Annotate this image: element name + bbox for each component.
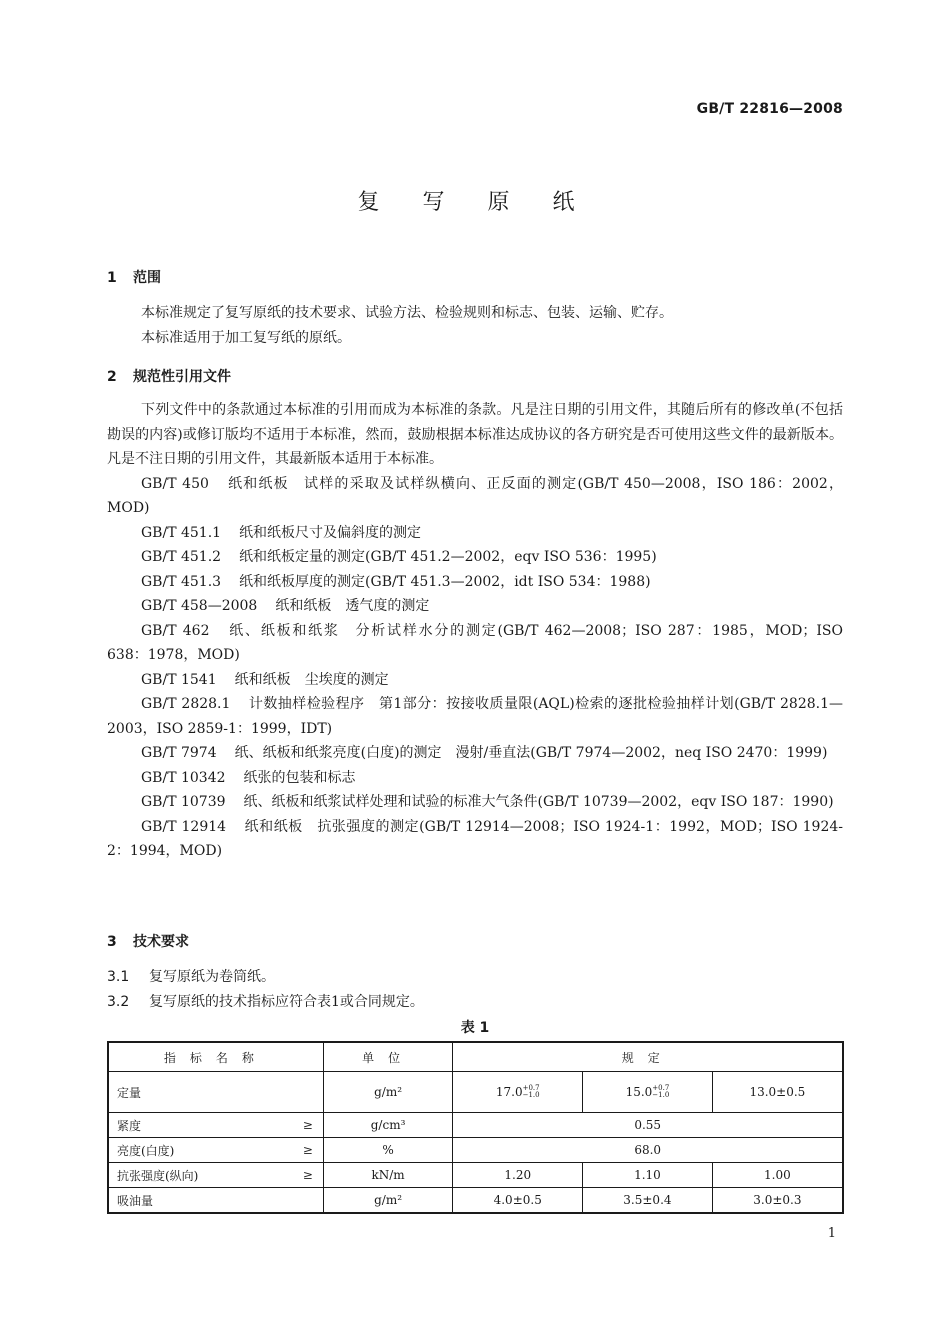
reference-list	[107, 472, 843, 864]
unit-cell: %	[323, 1138, 453, 1163]
reference-item	[107, 545, 843, 570]
reference-item	[107, 668, 843, 693]
ref-text: 纸张的包装和标志	[243, 769, 356, 786]
section-2-body	[107, 398, 843, 864]
ref-text: 纸和纸板 试样的采取及试样纵横向、正反面的测定(GB/T 450—2008，ISO 186：2002，MOD)	[107, 475, 843, 516]
ref-code: GB/T 451.3	[141, 573, 222, 590]
table-row	[108, 1113, 843, 1138]
ref-code: GB/T 1541	[141, 671, 217, 688]
table-row	[108, 1163, 843, 1188]
unit-cell: g/m²	[323, 1072, 453, 1113]
value-cell: 0.55	[453, 1113, 843, 1138]
geq-symbol: ≥	[302, 1143, 313, 1157]
ref-text: 纸和纸板尺寸及偏斜度的测定	[239, 524, 422, 541]
clause-text: 复写原纸为卷筒纸。	[149, 969, 275, 985]
value-cell: 15.0+0.7 −1.0	[583, 1072, 713, 1113]
reference-item	[107, 570, 843, 595]
section-title: 技术要求	[133, 934, 189, 950]
value-cell: 17.0+0.7 −1.0	[453, 1072, 583, 1113]
ref-text: 纸和纸板 透气度的测定	[275, 598, 430, 614]
ref-code: GB/T 12914	[141, 818, 227, 835]
value-cell: 1.20	[453, 1163, 583, 1188]
ref-code: GB/T 451.1	[141, 524, 222, 541]
ref-text: 纸、纸板和纸浆亮度(白度)的测定 漫射/垂直法(GB/T 7974—2002，neq ISO 2470：1999)	[234, 745, 828, 761]
ref-text: 纸、纸板和纸浆 分析试样水分的测定(GB/T 462—2008；ISO 287：1985，MOD；ISO 638：1978，MOD)	[107, 622, 843, 663]
section-title: 规范性引用文件	[133, 369, 231, 385]
ref-code: GB/T 2828.1	[141, 696, 231, 712]
paragraph: 本标准规定了复写原纸的技术要求、试验方法、检验规则和标志、包装、运输、贮存。	[141, 305, 673, 321]
ref-code: GB/T 458—2008	[141, 598, 258, 614]
unit-cell: g/m²	[323, 1188, 453, 1214]
ref-text: 纸和纸板 尘埃度的测定	[234, 671, 389, 688]
ref-code: GB/T 10342	[141, 769, 226, 786]
table-row	[108, 1188, 843, 1214]
spec-table	[107, 1041, 844, 1214]
reference-item	[107, 741, 843, 766]
document-title: 复 写 原 纸	[357, 190, 593, 215]
value-cell: 3.0±0.3	[712, 1188, 843, 1214]
value-cell: 3.5±0.4	[583, 1188, 713, 1214]
ref-code: GB/T 462	[141, 622, 210, 639]
table-caption: 表 1	[460, 1020, 490, 1036]
ref-code: GB/T 450	[141, 475, 209, 492]
reference-item	[107, 521, 843, 546]
value-cell: 13.0±0.5	[712, 1072, 843, 1113]
ref-code: GB/T 7974	[141, 745, 217, 761]
value-cell: 4.0±0.5	[453, 1188, 583, 1214]
header-name: 指标名称	[108, 1042, 323, 1072]
value-cell: 1.00	[712, 1163, 843, 1188]
ref-code: GB/T 451.2	[141, 549, 222, 565]
header-spec: 规定	[453, 1042, 843, 1072]
section-1-heading	[107, 267, 161, 287]
clause-3-1	[107, 966, 275, 986]
ref-code: GB/T 10739	[141, 794, 226, 810]
reference-item	[107, 619, 843, 668]
table-row	[108, 1138, 843, 1163]
section-3-heading	[107, 931, 189, 951]
value-cell: 68.0	[453, 1138, 843, 1163]
ref-text: 纸、纸板和纸浆试样处理和试验的标准大气条件(GB/T 10739—2002，eqv ISO 187：1990)	[243, 794, 834, 810]
clause-3-2	[107, 991, 424, 1011]
section-number: 2	[107, 369, 117, 385]
reference-item	[107, 692, 843, 741]
indicator-name: 亮度(白度) ≥	[108, 1138, 323, 1163]
value-cell: 1.10	[583, 1163, 713, 1188]
section-1-body	[107, 301, 843, 350]
ref-text: 纸和纸板定量的测定(GB/T 451.2—2002，eqv ISO 536：1995)	[239, 549, 657, 565]
reference-item	[107, 790, 843, 815]
table-row	[108, 1072, 843, 1113]
geq-symbol: ≥	[302, 1168, 313, 1182]
indicator-name: 定量	[108, 1072, 323, 1113]
unit-cell: g/cm³	[323, 1113, 453, 1138]
paragraph: 本标准适用于加工复写纸的原纸。	[141, 329, 351, 346]
reference-item	[107, 815, 843, 864]
geq-symbol: ≥	[302, 1118, 313, 1132]
reference-item	[107, 472, 843, 521]
ref-text: 纸和纸板厚度的测定(GB/T 451.3—2002，idt ISO 534：1988)	[239, 573, 651, 590]
section-2-heading	[107, 366, 231, 386]
clause-number: 3.2	[107, 994, 130, 1010]
table-header-row	[108, 1042, 843, 1072]
section-title: 范围	[133, 270, 161, 286]
section-number: 1	[107, 270, 117, 286]
page-number: 1	[827, 1226, 836, 1241]
indicator-name: 紧度 ≥	[108, 1113, 323, 1138]
ref-text: 计数抽样检验程序 第1部分：按接收质量限(AQL)检索的逐批检验抽样计划(GB/T 2828.1—2003，ISO 2859-1：1999，IDT)	[107, 696, 843, 737]
standard-code: GB/T 22816—2008	[696, 101, 843, 117]
header-unit: 单位	[323, 1042, 453, 1072]
section-number: 3	[107, 934, 117, 950]
unit-cell: kN/m	[323, 1163, 453, 1188]
reference-item	[107, 766, 843, 791]
indicator-name: 抗张强度(纵向) ≥	[108, 1163, 323, 1188]
indicator-name: 吸油量	[108, 1188, 323, 1214]
clause-number: 3.1	[107, 969, 130, 985]
paragraph: 下列文件中的条款通过本标准的引用而成为本标准的条款。凡是注日期的引用文件，其随后所有的修改单(不包括勘误的内容)或修订版均不适用于本标准，然而，鼓励根据本标准达成协议的各方研究是否可使用这些文件的最新版本。凡是不注日期的引用文件，其最新版本适用于本标准。	[107, 402, 843, 467]
clause-text: 复写原纸的技术指标应符合表1或合同规定。	[149, 994, 424, 1010]
reference-item	[107, 594, 843, 619]
ref-text: 纸和纸板 抗张强度的测定(GB/T 12914—2008；ISO 1924-1：1992，MOD；ISO 1924-2：1994，MOD)	[107, 818, 843, 859]
